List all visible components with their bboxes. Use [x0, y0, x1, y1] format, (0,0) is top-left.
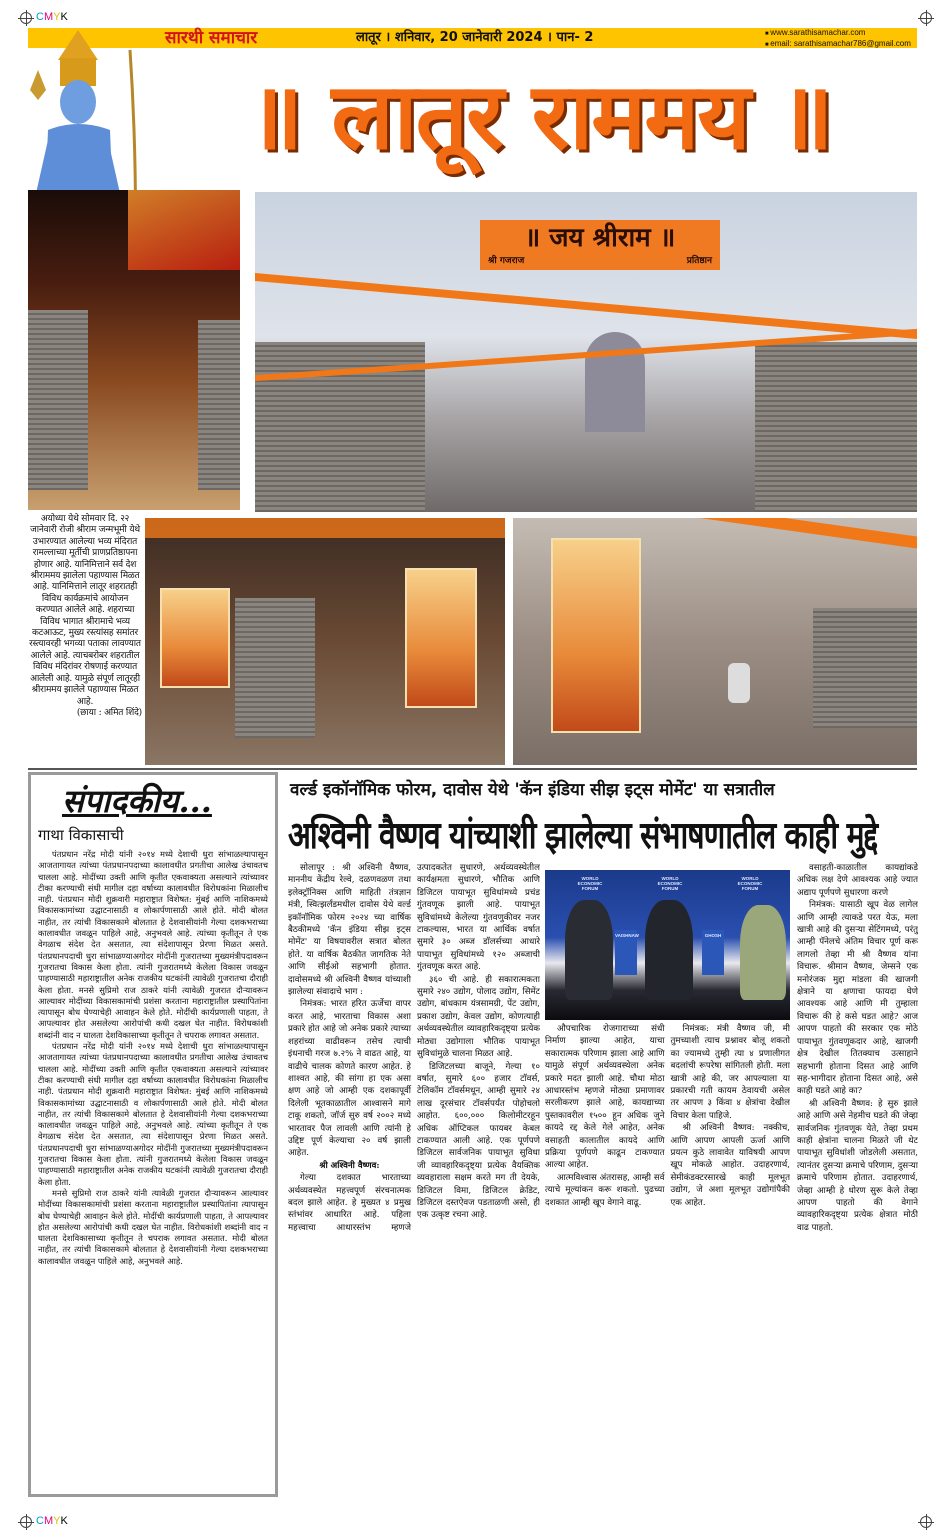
market-street-photo — [513, 518, 917, 765]
rama-cutout-street-photo — [145, 518, 505, 765]
email-link[interactable]: ■ email: sarathisamachar786@gmail.com — [765, 39, 911, 50]
article-paragraph: ३६० ची आहे. ही सकारात्मकता सुमारे २४० उद्योग, पोलाद उद्योग, सिमेंट उद्योग, बांधकाम यंत्रसामग्री, पेंट उद्योग, प्रकाश उद्योग, केवल उद्योग, कोणत्याही अर्थव्यवस्थेतील व्यावहारिकदृष्ट्या प्रत्येक मोठ्या उद्योगाला भौतिक पायाभूत सुविधांमुळे चालना मिळत आहे. — [417, 974, 540, 1060]
article-column-right — [797, 862, 918, 1498]
article-paragraph: निमंत्रक: मंत्री वैष्णव जी, मी तुमच्याशी त्याच प्रश्नावर बोलू शकतो का ज्यामध्ये तुम्ही त्या ४ प्रणालीगत बदलांची रूपरेषा सांगितली होती. मला खात्री आहे की, जर आपल्याला या प्रकारची गती कायम ठेवायची असेल तर आपण ३ किंवा ४ क्षेत्रांचा देखील विचार केला पाहिजे. — [670, 1024, 790, 1121]
night-street-photo — [28, 190, 240, 510]
editorial-paragraph: पंतप्रधान नरेंद्र मोदी यांनी २०१४ मध्ये देशाची धुरा सांभाळल्यापासून आजतागायत त्यांच्या पंतप्रधानपदाच्या कालावधीत प्रगतीचा आलेख उंचावतच चालला आहे. मोदींच्या उक्ती आणि कृतीत एकवाक्यता असल्याने त्यांच्यावर टीका करण्याची संधी मागील दहा वर्षाच्या कालावधीत विरोधकांना मिळालीच नाही. पंतप्रधान मोदी शुक्रवारी महाराष्ट्रात विशेषत: मुंबई आणि नाशिकमध्ये विकासकामांच्या उद्घाटनासाठी व लोकार्पणासाठी आले होते. मोदी बोलत नाहीत, तर त्यांची विकासकामे बोलतात हे देशवासीयांनी गेल्या दशकभराच्या कालावधीत जवळून पाहिले आहे, अनुभवले आहे. त्यांच्या कृतीतून ते एक वेगळाच संदेश देत असतात, त्या संदेशापासून प्रेरणा मिळत असते. पंतप्रधानपदाची धुरा सांभाळण्याअगोदर मोदींनी गुजरातच्या मुख्यमंत्रीपदावरून गुजरातचा विकास केला होता. त्यांनी गुजरातमध्ये केलेला विकास जवळून पाहण्यासाठी महाराष्ट्रातील अनेक राजकीय घटकांनी त्यावेळी गुजरातचा दौराही केला होता. मनसे सुप्रिमो राज ठाकरे यांनी त्यावेळी गुजरात दौऱ्यावरून आल्यावर मोदींच्या विकासकामांची प्रशंसा करताना महाराष्ट्रातील प्रस्थापितांना त्यापासून बोध घेण्याचेही आवाहन केले होते. मोदींची कार्यप्रणाली पाहता, ते आपल्यावर होत असलेल्या आरोपांची कधी दखल घेत नाहीत. विरोधकांशी शब्दांनी वाद न घालता देशविकासाच्या कृतीतून ते चपराक लगावत असतात. — [38, 849, 268, 1040]
newspaper-brand: सारथी समाचार — [165, 28, 258, 48]
forum-logo: WORLD ECONOMIC FORUM — [657, 876, 683, 891]
cmyk-mark-bottom: CMYK — [36, 1515, 68, 1527]
article-speaker-heading: श्री अश्विनी वैष्णव: — [319, 1160, 380, 1171]
article-paragraph: डिजिटलच्या बाजूने, गेल्या १० वर्षात, सुमारे ६०० हजार टॉवर्स, टेलिकॉम टॉवर्समधून, आम्ही सुमारे २४ लाख दूरसंचार टॉवर्सपर्यंत पोहोचलो आहोत. ६००,००० किलोमीटरहून अधिक ऑप्टिकल फायबर केबल टाकण्यात आली आहे. एक पूर्णपणे डिजिटल सार्वजनिक पायाभूत सुविधा जी व्यावहारिकदृष्ट्या प्रत्येक वैयक्तिक व्यवहाराला सक्षम करते मग ती देयके, डिजिटल विमा, डिजिटल क्रेडिट, डिजिटल दस्तऐवज पडताळणी असो, ही एक उत्कृष्ट रचना आहे. — [417, 1061, 540, 1221]
photo-credit: (छाया : अमित शिंदे) — [76, 707, 142, 718]
registration-crosshair-icon — [920, 1516, 932, 1528]
article-paragraph: श्री अश्विनी वैष्णव: नक्कीच, आणि आपण आपली ऊर्जा आणि प्रयत्न कुठे लावावेत याविषयी आपण खूप मोकळे आहोत. उदाहरणार्थ, सेमीकंडक्टरसारखे काही मूलभूत उद्योग, जे अशा मूलभूत उद्योगांपैकी एक आहेत. — [670, 1123, 790, 1208]
registration-crosshair-icon — [20, 1516, 32, 1528]
article-paragraph: औपचारिक रोजगाराच्या संधी निर्माण झाल्या आहेत, याचा सकारात्मक परिणाम झाला आहे आणि यामुळे संपूर्ण अर्थव्यवस्थेला अनेक प्रकारे मदत झाली आहे. चौथा मोठा आधारस्तंभ म्हणजे मोठ्या प्रमाणावर सरलीकरण झाले आहे, कायद्याच्या पुस्तकावरील १५०० हून अधिक जुने कायदे रद्द केले गेले आहेत, अनेक वसाहती कालातील कायदे आणि प्रक्रिया पूर्णपणे काढून टाकण्यात आल्या आहेत. — [545, 1024, 665, 1171]
article-columns-middle — [545, 1023, 790, 1498]
article-paragraph: सोलापूर : श्री अश्विनी वैष्णव, माननीय केंद्रीय रेल्वे, दळणवळण तथा इलेक्ट्रॉनिक्स आणि माहिती तंत्रज्ञान मंत्री, स्वित्झर्लंडमधील दावोस येथे वर्ल्ड इकॉनॉमिक फोरम २०२४ च्या वार्षिक बैठकीमध्ये 'कॅन इंडिया सीझ इट्स मोमेंट' या विषयावरील सत्रात बोलत होते. या वार्षिक बैठकीत जागतिक नेते आणि सीईओ सहभागी होतात. दावोसमध्ये श्री अश्विनी वैष्णव यांच्याशी झालेल्या संवादाचे भाग : — [288, 863, 411, 998]
editorial-body — [38, 849, 268, 1267]
editorial-heading: संपादकीय... — [62, 782, 212, 820]
article-paragraph: वसाहती-काळातील कायद्यांकडे अधिक लक्ष देणे आवश्यक आहे ज्यात अद्याप पूर्णपणे सुधारणा करणे — [797, 863, 918, 898]
wef-panel-photo — [545, 870, 790, 1020]
article-headline: अश्विनी वैष्णव यांच्याशी झालेल्या संभाषणातील काही मुद्दे — [288, 814, 878, 858]
editorial-subheading: गाथा विकासाची — [38, 826, 124, 844]
caption-text: अयोध्या येथे सोमवार दि. २२ जानेवारी रोजी श्रीराम जन्मभूमी येथे उभारण्यात आलेल्या भव्य मंदिरात रामल्लाच्या मूर्तीची प्राणप्रतिष्ठापना होणार आहे. यानिमित्ताने सर्व देश श्रीराममय झालेला पहाण्यास मिळत आहे. यानिमित्ताने लातूर शहरातही विविध कार्यक्रमांचे आयोजन करण्यात आलेले आहे. शहराच्या विविध भागात श्रीरामाचे भव्य कटआऊट, मुख्य रस्त्यांसह समांतर रस्त्यावरही भगव्या पताका लावण्यात आलेले आहे. त्याचबरोबर शहरातील विविध मंदिरांवर रोषणाई करण्यात आलेली आहे. यामुळे संपूर्ण लातूरही श्रीराममय झालेले पहाण्यास मिळत आहे. — [29, 514, 141, 707]
registration-crosshair-icon — [920, 12, 932, 24]
jai-shriram-banner: ॥ जय श्रीराम ॥ श्री गजराज प्रतिष्ठान — [480, 220, 720, 270]
seat-nameplate: GHOSH — [702, 930, 724, 975]
section-divider — [28, 768, 917, 770]
article-paragraph: गेल्या दशकात भारताच्या अर्थव्यवस्थेत महत्त्वपूर्ण संरचनात्मक बदल झाले आहेत. हे मुख्यत ४ प्रमुख स्तंभांवर आधारित आहे. पहिला महत्त्वाचा आधारस्तंभ म्हणजे उत्पादकतेत सुधारणे, अर्थव्यवस्थेतील कार्यक्षमता सुधारणे, भौतिक आणि डिजिटल पायाभूत सुविधांमध्ये प्रचंड गुंतवणूक झाली आहे. पायाभूत सुविधांमध्ये केलेल्या गुंतवणुकीवर नजर टाकल्यास, भारत या आर्थिक वर्षात सुमारे ३० अब्ज डॉलर्सच्या आधारे पायाभूत सुविधांमध्ये १२० अब्जाची गुंतवणूक करत आहे. — [288, 863, 540, 1233]
article-paragraph: निमंत्रक: भारत हरित ऊर्जेचा वापर करत आहे, भारताचा विकास अशा प्रकारे होत आहे जो अनेक प्रकारे त्याच्या शहरांच्या वाढीवरून तसेच त्याची इंधनाची गरज ७.२% ने वाढत आहे, या वाढीचे चालक कोणते कारण आहेत. हे शाश्वत आहे, की सांगा हा एक असा क्षण आहे जो आम्ही एक दशकापूर्वी दिलेली भूतकाळातील आश्वासने मागे टाकू शकतो, जॉर्ज सुरु वर्ष २००२ मध्ये भारतावर पैज लावली आणि त्यांनी हे उद्दिष्ट पूर्ण केल्याचा २० वर्ष झाली आहेत. — [288, 999, 411, 1159]
temple-dome — [585, 332, 645, 432]
article-paragraph: आत्मविश्वास अंतरासह, आम्ही सर्व त्याचे मूल्यांकन करू शकतो. पुढच्या दशकात आम्ही खूप वेगाने वाढू. — [545, 1172, 665, 1208]
editorial-box — [28, 772, 278, 1497]
editorial-paragraph: मनसे सुप्रिमो राज ठाकरे यांनी त्यावेळी गुजरात दौऱ्यावरून आल्यावर मोदींच्या विकासकामांची प्रशंसा करताना महाराष्ट्रातील प्रस्थापितांना त्यापासून बोध घेण्याचेही आवाहन केले होते. मोदींची कार्यप्रणाली पाहता, ते आपल्यावर होत असलेल्या आरोपांची कधी दखल घेत नाहीत. विरोधकांशी शब्दांनी वाद न घालता देशविकासाच्या कृतीतून ते चपराक लगावत असतात. मोदी बोलत नाहीत, तर त्यांची विकासकामे बोलतात हे देशवासीयांनी गेल्या दशकभराच्या कालावधीत जवळून पाहिले आहे, अनुभवले आहे. — [38, 1187, 268, 1266]
seat-nameplate: VAISHNAW — [615, 930, 637, 975]
registration-crosshair-icon — [20, 12, 32, 24]
contact-info — [765, 28, 911, 50]
forum-logo: WORLD ECONOMIC FORUM — [577, 876, 603, 891]
cmyk-mark-top: CMYK — [36, 11, 68, 23]
forum-logo: WORLD ECONOMIC FORUM — [737, 876, 763, 891]
dateline: लातूर । शनिवार, 20 जानेवारी 2024 । पान- 2 — [356, 30, 594, 45]
editorial-paragraph: पंतप्रधान नरेंद्र मोदी यांनी २०१४ मध्ये देशाची धुरा सांभाळल्यापासून आजतागायत त्यांच्या पंतप्रधानपदाच्या कालावधीत प्रगतीचा आलेख उंचावतच चालला आहे. मोदींच्या उक्ती आणि कृतीत एकवाक्यता असल्याने त्यांच्यावर टीका करण्याची संधी मागील दहा वर्षाच्या कालावधीत विरोधकांना मिळालीच नाही. पंतप्रधान मोदी शुक्रवारी महाराष्ट्रात विशेषत: मुंबई आणि नाशिकमध्ये विकासकामांच्या उद्घाटनासाठी व लोकार्पणासाठी आले होते. मोदी बोलत नाहीत, तर त्यांची विकासकामे बोलतात हे देशवासीयांनी गेल्या दशकभराच्या कालावधीत जवळून पाहिले आहे, अनुभवले आहे. त्यांच्या कृतीतून ते एक वेगळाच संदेश देत असतात, त्या संदेशापासून प्रेरणा मिळत असते. पंतप्रधानपदाची धुरा सांभाळण्याअगोदर मोदींनी गुजरातच्या मुख्यमंत्रीपदावरून गुजरातचा विकास केला होता. त्यांनी गुजरातमध्ये केलेला विकास जवळून पाहण्यासाठी महाराष्ट्रातील अनेक राजकीय घटकांनी त्यावेळी गुजरातचा दौराही केला होता. — [38, 1041, 268, 1187]
photo-caption — [28, 514, 142, 719]
article-paragraph: निमंत्रक: यासाठी खूप वेळ लागेल आणि आम्ही त्याकडे परत येऊ, मला खात्री आहे की दुसर्‍या सेटिंगमध्ये, परंतु आम्ही पॅनेलचे अंतिम विचार पूर्ण करू लागलो तेव्हा मी श्री वैष्णव यांना विचारू. श्रीमान वैष्णव, जेम्सने एक मनोरंजक मुद्दा मांडला की खाजगी क्षेत्राने या क्षणाचा फायदा घेणे आवश्यक आहे आणि मी तुम्हाला विचारू की हे कसे घडत आहे? आज आपण पाहतो की सरकार एक मोठे पायाभूत गुंतवणूकदार आहे, खाजगी क्षेत्र देखील तितक्याच उत्साहाने सहभागी होताना दिसत आहे आणि सह-भागीदार होताना दिसत आहे, असे काही घडते आहे का? — [797, 900, 918, 1097]
rider — [728, 663, 750, 703]
decorated-street-photo — [255, 192, 917, 512]
article-kicker: वर्ल्ड इकॉनॉमिक फोरम, दावोस येथे 'कॅन इंडिया सीझ इट्स मोमेंट' या सत्रातील — [290, 780, 775, 800]
article-columns-left — [288, 862, 540, 1498]
website-link[interactable]: ■ www.sarathisamachar.com — [765, 28, 911, 39]
article-paragraph: श्री अश्विनी वैष्णव: हे सुरु झाले आहे आणि असे नेहमीच घडते की जेव्हा सार्वजनिक गुंतवणूक येते, तेव्हा प्रथम काही क्षेत्रांना चालना मिळते जी थेट पायाभूत सुविधांशी जोडलेली असतात, त्यानंतर दुसऱ्या क्रमाचे परिणाम, दुसऱ्या क्रमाचे परिणाम होतात. उदाहरणार्थ, जेव्हा आम्ही हे धोरण सुरू केले तेव्हा आपण पाहतो की वेगाने व्यावहारिकदृष्ट्या प्रत्येक क्षेत्रात मोठी वाढ पाहतो. — [797, 1098, 918, 1233]
page-banner-title: ॥ लातूर राममय ॥ — [248, 63, 832, 170]
